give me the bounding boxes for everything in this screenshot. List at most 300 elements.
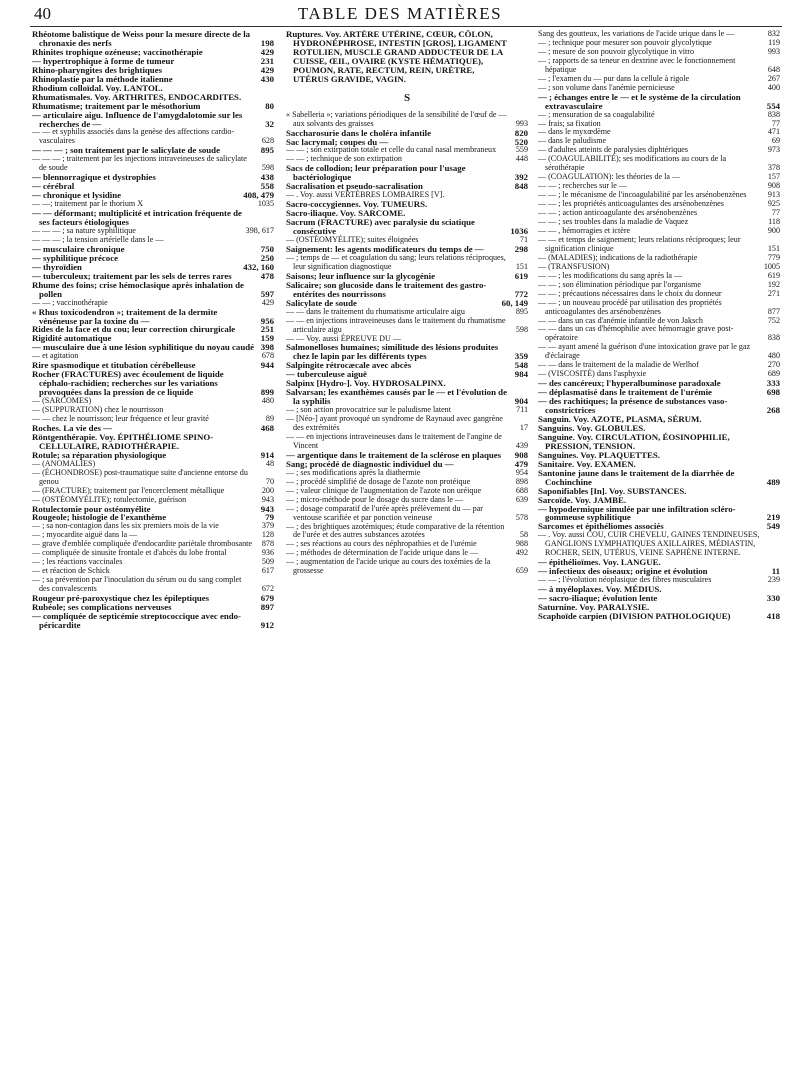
entry-page-number: 250 (260, 252, 274, 263)
entry-text: — (TRANSFUSION) (538, 261, 610, 271)
entry-page-number: 151 (515, 261, 528, 271)
entry-page-number: 378 (767, 163, 780, 173)
entry-page-number: 984 (514, 369, 528, 380)
entry-text: — — ; l'évolution néoplasique des fibres musculaires (538, 575, 712, 585)
entry-text: — (ÉCHONDROSE) post-traumatique suite d'ancienne entorse du genou (32, 467, 248, 486)
entry-page-number: 200 (261, 485, 274, 495)
entry-page-number: 379 (261, 521, 274, 531)
entry-text: — ; l'examen du — pur dans la cellule à rigole (538, 73, 690, 83)
index-entry (538, 612, 780, 621)
entry-text: — — et temps de saignement; leurs relations réciproques; leur signification clinique (538, 234, 741, 253)
entry-text: Salvarsan; les exanthèmes causés par le — et l'évolution de la syphilis (286, 387, 507, 407)
entry-page-number: 639 (515, 494, 528, 504)
entry-page-number: 69 (771, 136, 780, 146)
entry-page-number: 1005 (763, 261, 780, 271)
index-entry (286, 254, 528, 272)
entry-text: — — — ; son traitement par le salicylate de soude (32, 145, 220, 156)
entry-page-number: 79 (265, 512, 274, 523)
entry-page-number: 239 (767, 575, 780, 585)
entry-page-number: 1035 (257, 199, 274, 209)
index-entry (286, 164, 528, 182)
entry-text: — . Voy. aussi VERTÈBRES LOMBAIRES [V]. (286, 190, 445, 200)
entry-page-number: 471 (767, 127, 780, 137)
entry-page-number: 832 (767, 30, 780, 38)
entry-page-number: 628 (261, 136, 274, 146)
index-entry (32, 155, 274, 173)
entry-page-number: 60, 149 (501, 297, 528, 308)
entry-page-number: 943 (260, 503, 274, 514)
entry-page-number: 11 (771, 566, 780, 577)
entry-text: — ; technique pour mesurer son pouvoir glycolytique (538, 37, 712, 47)
entry-text: Saturnine. Voy. PARALYSIE. (538, 602, 650, 612)
entry-page-number: 398 (260, 342, 274, 353)
entry-text: — syphilitique précoce (32, 252, 119, 263)
page-number: 40 (34, 4, 51, 23)
entry-text: — ; temps de — et coagulation du sang; leurs relations réciproques, leur signification diagnostique (286, 252, 506, 271)
entry-page-number: 711 (516, 405, 528, 415)
entry-page-number: 619 (514, 270, 528, 281)
entry-text: Scaphoïde carpien (DIVISION PATHOLOGIQUE) (538, 610, 731, 621)
entry-page-number: 897 (260, 602, 274, 612)
entry-page-number: 648 (767, 64, 780, 74)
header-rule (30, 26, 782, 27)
entry-text: — (SUPPURATION) chez le nourrisson (32, 405, 164, 415)
entry-text: — musculaire due à une lésion syphilitique du noyau caudé (32, 342, 255, 353)
entry-text: — — ayant amené la guérison d'une intoxication grave par le gaz d'éclairage (538, 342, 751, 361)
entry-text: Rhodium colloïdal. Voy. LANTOL. (32, 82, 163, 93)
entry-text: — ; son action provocatrice sur le paludisme latent (286, 405, 451, 415)
entry-page-number: 251 (260, 324, 274, 335)
entry-text: Rhinites trophique ozéneuse; vaccinothérapie (32, 46, 203, 57)
entry-text: — sacro-iliaque; évolution lente (538, 593, 658, 604)
entry-page-number: 479 (514, 458, 528, 469)
entry-page-number: 1036 (510, 226, 528, 237)
entry-text: — d'adultes atteints de paralysies diphtériques (538, 145, 689, 155)
entry-page-number: 489 (766, 476, 780, 487)
entry-page-number: 899 (260, 387, 274, 398)
index-entry (286, 558, 528, 576)
index-entry (286, 343, 528, 361)
entry-text: Sanitaire. Voy. EXAMEN. (538, 458, 636, 469)
entry-text: — — dans un cas d'anémie infantile de von Jaksch (538, 315, 703, 325)
entry-text: Salpinx [Hydro-]. Voy. HYDROSALPINX. (286, 378, 446, 389)
entry-text: « Rhus toxicodendron »; traitement de la dermite vénéneuse par la toxine du — (32, 306, 218, 326)
index-entry (286, 415, 528, 433)
entry-page-number: 895 (260, 145, 274, 156)
entry-page-number: 698 (766, 387, 780, 398)
entry-text: — — chez le nourrisson; leur fréquence et leur gravité (32, 413, 209, 423)
entry-text: — — ; les modifications du sang après la — (538, 270, 683, 280)
entry-text: Sacs de collodion; leur préparation pour l'usage bactériologique (286, 163, 466, 183)
entry-text: — ; ses réactions au cours des néphropathies et de l'urémie (286, 539, 477, 549)
entry-text: — dans le myxœdème (538, 127, 611, 137)
index-entry (286, 388, 528, 406)
entry-text: Saponifiables [In]. Voy. SUBSTANCES. (538, 485, 687, 496)
entry-text: — grave d'emblée compliquée d'endocardite pariétale thrombosante (32, 539, 253, 549)
entry-text: Rhinoplastie par la méthode italienne (32, 73, 173, 84)
entry-text: — — , hémorragies et ictère (538, 225, 631, 235)
entry-page-number: 430 (260, 73, 274, 84)
entry-page-number: 58 (519, 530, 528, 540)
entry-text: — ; mensuration de sa coagulabilité (538, 109, 655, 119)
entry-text: — ; augmentation de l'acide urique au cours des toxémies de la grossesse (286, 557, 491, 576)
entry-page-number: 750 (260, 243, 274, 254)
entry-text: — ; valeur clinique de l'augmentation de l'azote non uréique (286, 485, 482, 495)
entry-page-number: 597 (260, 288, 274, 299)
entry-text: — cérébral (32, 181, 75, 192)
entry-text: — (OSTÉOMYÉLITE); suites éloignées (286, 235, 419, 245)
entry-text: — compliquée de sinusite frontale et d'abcès du lobe frontal (32, 548, 227, 558)
index-entry (32, 433, 274, 451)
entry-page-number: 80 (265, 100, 274, 111)
entry-page-number: 914 (260, 449, 274, 460)
entry-text: — ; rapports de sa teneur en dextrine avec le fonctionnement hépatique (538, 55, 736, 74)
entry-page-number: 838 (767, 333, 780, 343)
entry-text: Rougeole; histologie de l'exanthème (32, 512, 167, 523)
entry-page-number: 400 (767, 82, 780, 92)
entry-page-number: 159 (260, 333, 274, 344)
entry-text: — dans le paludisme (538, 136, 607, 146)
entry-page-number: 480 (767, 351, 780, 361)
entry-page-number: 619 (767, 270, 780, 280)
index-entry (32, 576, 274, 594)
entry-text: Sacro-coccygiennes. Voy. TUMEURS. (286, 199, 428, 210)
entry-text: Rougeur pré-paroxystique chez les épileptiques (32, 593, 210, 604)
index-entry (538, 469, 780, 487)
entry-page-number: 509 (261, 557, 274, 567)
entry-page-number: 659 (515, 566, 528, 576)
index-column-2 (286, 30, 528, 1076)
entry-text: Salicylate de soude (286, 297, 357, 308)
entry-text: — hypodermique simulée par une infiltration scléro-gommeuse syphilitique (538, 503, 736, 523)
entry-text: — . Voy. aussi COU, CUIR CHEVELU, GAINES TENDINEUSES, GANGLIONS LYMPHATIQUES AXILLAIRES, MÉDIASTIN, ROCHER, SEIN, UTÉRUS, VEINE SAPHÈNE INTERNE. (538, 530, 760, 558)
entry-page-number: 772 (514, 288, 528, 299)
entry-text: — — ; action anticoagulante des arsénobenzènes (538, 208, 698, 218)
entry-page-number: 878 (261, 539, 274, 549)
entry-page-number: 77 (771, 208, 780, 218)
entry-page-number: 17 (519, 423, 528, 433)
entry-text: Sarcomes et épithéliomes associés (538, 521, 664, 532)
entry-text: Sacro-iliaque. Voy. SARCOME. (286, 208, 406, 219)
entry-page-number: 912 (260, 619, 274, 630)
entry-page-number: 954 (515, 467, 528, 477)
entry-text: — (VISCOSITÉ) dans l'asphyxie (538, 369, 647, 379)
entry-page-number: 151 (767, 243, 780, 253)
entry-page-number: 904 (514, 396, 528, 407)
entry-text: — à myéloplaxes. Voy. MÉDIUS. (538, 584, 662, 595)
entry-text: — blennorragique et dystrophies (32, 172, 156, 183)
entry-page-number: 943 (261, 494, 274, 504)
index-entry (538, 325, 780, 343)
entry-page-number: 559 (515, 145, 528, 155)
entry-page-number: 438 (260, 172, 274, 183)
entry-text: — — ; le mécanisme de l'incoagulabilité par les arsénobenzènes (538, 190, 747, 200)
entry-page-number: 688 (515, 485, 528, 495)
entry-page-number: 908 (514, 449, 528, 460)
index-entry (538, 93, 780, 111)
entry-page-number: 429 (260, 64, 274, 75)
index-entry (538, 505, 780, 523)
index-entry (286, 30, 528, 84)
entry-text: Ruptures. Voy. ARTÈRE UTÉRINE, CŒUR, CÔLON, HYDRONÉPHROSE, INTESTIN [GROS], LIGAMENT ROTULIEN, MUSCLE GRAND ADDUCTEUR DE LA CUISSE, ŒIL, OVAIRE (KYSTE HÉMATIQUE), POUMON, RATE, RECTUM, REIN, URÈTRE, UTÉRUS GRAVIDE, VAGIN. (286, 30, 507, 84)
entry-text: — tuberculeux; traitement par les sels de terres rares (32, 270, 232, 281)
index-entry (286, 523, 528, 541)
entry-text: — ; micro-méthode pour le dosage du sucre dans le — (286, 494, 464, 504)
index-entry (32, 469, 274, 487)
entry-page-number: 689 (767, 369, 780, 379)
entry-text: — — ; son élimination périodique par l'organisme (538, 279, 701, 289)
entry-text: Rigidité automatique (32, 333, 112, 344)
entry-text: Salmonelloses humaines; similitude des lésions produites chez le lapin par les différents types (286, 342, 499, 362)
entry-text: — ; méthodes de détermination de l'acide urique dans le — (286, 548, 479, 558)
index-columns (30, 30, 782, 1076)
entry-text: — tuberculeuse aiguë (286, 369, 367, 380)
entry-page-number: 558 (260, 181, 274, 192)
entry-text: Sanguin. Voy. AZOTE, PLASMA, SÉRUM. (538, 413, 702, 424)
entry-page-number: 877 (767, 306, 780, 316)
entry-text: — et agitation (32, 351, 79, 361)
entry-page-number: 480 (261, 396, 274, 406)
entry-page-number: 678 (261, 351, 274, 361)
entry-text: — compliquée de septicémie streptococcique avec endo-péricardite (32, 610, 241, 630)
entry-text: — ; myocardite aiguë dans la — (32, 530, 138, 540)
entry-page-number: 267 (767, 73, 780, 83)
entry-page-number: 913 (767, 190, 780, 200)
index-entry (32, 612, 274, 630)
entry-text: — — dans le traitement de la maladie de Werlhof (538, 360, 699, 370)
entry-text: Sang des goutteux, les variations de l'acide urique dans le — (538, 30, 735, 38)
entry-page-number: 89 (265, 413, 274, 423)
entry-text: Roches. La vie des — (32, 422, 112, 433)
entry-page-number: 333 (766, 378, 780, 389)
entry-page-number: 956 (260, 315, 274, 326)
entry-text: — — ; précautions nécessaires dans le choix du donneur (538, 288, 722, 298)
entry-text: Sacralisation et pseudo-sacralisation (286, 181, 423, 192)
index-column-1 (32, 30, 274, 1076)
entry-text: Santonine jaune dans le traitement de la diarrhée de Cochinchine (538, 467, 735, 487)
entry-text: — — ; ses troubles dans la maladie de Vaquez (538, 217, 689, 227)
entry-text: Saisons; leur influence sur la glycogénie (286, 270, 435, 281)
entry-text: — — déformant; multiplicité et intrication fréquente de ses facteurs étiologiques (32, 208, 242, 228)
entry-text: — (COAGULABILITÉ); ses modifications au cours de la sérothérapie (538, 154, 727, 173)
entry-page-number: 71 (519, 235, 528, 245)
entry-text: — articulaire aigu. Influence de l'amygdalotomie sur les recherches de — (32, 109, 243, 129)
index-entry (286, 281, 528, 299)
entry-page-number: 231 (260, 55, 274, 66)
entry-text: Rubéole; ses complications nerveuses (32, 602, 172, 612)
entry-page-number: 118 (768, 217, 780, 227)
entry-page-number: 848 (514, 181, 528, 192)
entry-page-number: 398, 617 (245, 225, 274, 235)
entry-page-number: 330 (766, 593, 780, 604)
entry-page-number: 900 (767, 225, 780, 235)
entry-page-number: 925 (767, 199, 780, 209)
entry-page-number: 578 (515, 512, 528, 522)
entry-page-number: 988 (515, 539, 528, 549)
entry-text: Rhumatisme; traitement par le mésothorium (32, 100, 201, 111)
entry-text: — infectieux des oiseaux; origine et évolution (538, 566, 708, 577)
index-entry (32, 30, 274, 48)
entry-text: — — ; les propriétés anticoagulantes des arsénobenzènes (538, 199, 724, 209)
entry-text: — ; sa prévention par l'inoculation du sérum ou du sang complet des convalescents (32, 575, 242, 594)
entry-page-number: 549 (766, 521, 780, 532)
entry-text: Sanguins. Voy. GLOBULES. (538, 422, 646, 433)
entry-page-number: 359 (514, 351, 528, 362)
entry-text: Sacrum (FRACTURE) avec paralysie du sciatique consécutive (286, 217, 475, 237)
entry-text: — (MALADIES); indications de la radiothérapie (538, 252, 698, 262)
entry-page-number: 271 (767, 288, 780, 298)
entry-text: — frais; sa fixation (538, 118, 601, 128)
entry-text: — et réaction de Schick (32, 566, 110, 576)
entry-page-number: 432, 160 (243, 261, 274, 272)
index-entry (32, 308, 274, 326)
entry-page-number: 198 (260, 37, 274, 48)
entry-text: Rhume des foins; crise hémoclasique après inhalation de pollen (32, 279, 244, 299)
entry-text: — — — ; traitement par les injections intraveineuses de salicylate de soude (32, 154, 247, 173)
entry-text: Sanguine. Voy. CIRCULATION, ÉOSINOPHILIE, PRESSION, TENSION. (538, 431, 730, 451)
entry-page-number: 838 (767, 109, 780, 119)
entry-page-number: 993 (515, 118, 528, 128)
entry-text: — (OSTÉOMYÉLITE); rotulectomie, guérison (32, 494, 187, 504)
entry-page-number: 478 (260, 270, 274, 281)
entry-page-number: 408, 479 (243, 190, 274, 201)
index-entry (538, 299, 780, 317)
entry-page-number: 520 (514, 136, 528, 147)
entry-page-number: 492 (515, 548, 528, 558)
entry-text: — — ; son extirpation totale et celle du canal nasal membraneux (286, 145, 497, 155)
entry-page-number: 598 (261, 163, 274, 173)
entry-page-number: 298 (514, 243, 528, 254)
entry-page-number: 993 (767, 46, 780, 56)
entry-page-number: 895 (515, 306, 528, 316)
index-entry (538, 57, 780, 75)
entry-page-number: 779 (767, 252, 780, 262)
entry-page-number: 392 (514, 172, 528, 183)
entry-text: Rire spasmodique et titubation cérébelleuse (32, 360, 196, 371)
entry-text: — musculaire chronique (32, 243, 125, 254)
entry-text: Salicaire; son glucoside dans le traitement des gastro-entérites des nourrissons (286, 279, 487, 299)
entry-text: — — ; recherches sur le — (538, 181, 627, 191)
entry-page-number: 77 (771, 118, 780, 128)
entry-text: « Sabelleria »; variations périodiques de la sensibilité de l'œuf de — aux solvants des graisses (286, 109, 507, 128)
entry-text: — des cancéreux; l'hyperalbuminose paradoxale (538, 378, 721, 389)
index-entry (32, 111, 274, 129)
entry-page-number: 429 (260, 46, 274, 57)
index-entry (286, 433, 528, 451)
entry-page-number: 192 (767, 279, 780, 289)
index-entry (32, 209, 274, 227)
entry-text: — ; ses modifications après la diathermie (286, 467, 421, 477)
index-entry (538, 531, 780, 558)
entry-page-number: 598 (515, 324, 528, 334)
entry-page-number: 418 (766, 610, 780, 621)
index-entry (286, 111, 528, 129)
index-entry (286, 218, 528, 236)
entry-text: — ; échanges entre le — et le système de la circulation extravasculaire (538, 91, 741, 111)
entry-text: Sac lacrymal; coupes du — (286, 136, 389, 147)
entry-page-number: 672 (261, 584, 274, 594)
entry-text: — ; sa non-contagion dans les six premiers mois de la vie (32, 521, 219, 531)
entry-page-number: 219 (766, 512, 780, 523)
entry-text: — —; traitement par le thorium X (32, 199, 144, 209)
entry-text: Sanguines. Voy. PLAQUETTES. (538, 449, 660, 460)
entry-text: — thyroïdien (32, 261, 82, 272)
entry-page-number: 554 (766, 100, 780, 111)
entry-text: — (FRACTURE); traitement par l'encerclement métallique (32, 485, 225, 495)
entry-page-number: 429 (261, 297, 274, 307)
entry-text: Rhumatismales. Voy. ARTHRITES, ENDOCARDITES. (32, 91, 242, 102)
entry-page-number: 936 (261, 548, 274, 558)
entry-page-number: 70 (265, 476, 274, 486)
entry-text: — — — ; la tension artérielle dans le — (32, 234, 164, 244)
entry-text: — — ; vaccinothérapie (32, 297, 108, 307)
entry-page-number: 548 (514, 360, 528, 371)
entry-text: Rhino-pharyngites des brightiques (32, 64, 163, 75)
entry-text: Saignement: les agents modificateurs du temps de — (286, 243, 484, 254)
index-entry (286, 505, 528, 523)
entry-page-number: 898 (515, 476, 528, 486)
entry-page-number: 973 (767, 145, 780, 155)
index-entry (538, 397, 780, 415)
index-entry (538, 236, 780, 254)
entry-page-number: 119 (768, 37, 780, 47)
entry-text: — — ; un nouveau procédé par utilisation des propriétés anticoagulantes des arsénobenzènes (538, 297, 722, 316)
entry-text: — — dans le traitement du rhumatisme articulaire aigu (286, 306, 465, 316)
entry-page-number: 820 (514, 127, 528, 138)
index-entry (538, 433, 780, 451)
entry-text: — (ANOMALIES) (32, 458, 96, 468)
entry-text: — chronique et lysidine (32, 190, 122, 201)
entry-text: — [Néo-] ayant provoqué un syndrome de Raynaud avec gangrène des extrémités (286, 414, 503, 433)
entry-page-number: 679 (260, 593, 274, 604)
entry-text: — — dans un cas d'hémophilie avec hémorragie grave post-opératoire (538, 324, 734, 343)
running-title: TABLE DES MATIÈRES (297, 4, 503, 23)
index-entry (32, 128, 274, 146)
entry-page-number: 32 (265, 118, 274, 129)
entry-text: Röntgenthérapie. Voy. ÉPITHÉLIOME SPINO-CELLULAIRE, RADIOTHÉRAPIE. (32, 431, 214, 451)
entry-text: — — ; technique de son extirpation (286, 154, 402, 164)
entry-page-number: 617 (261, 566, 274, 576)
entry-text: — (COAGULATION): les théories de la — (538, 172, 681, 182)
entry-page-number: 448 (515, 154, 528, 164)
index-column-3 (538, 30, 780, 1076)
entry-text: — des rachitiques; la présence de substances vaso-constrictrices (538, 396, 728, 416)
entry-text: — ; procédé simplifié de dosage de l'azote non protéique (286, 476, 471, 486)
index-entry (286, 317, 528, 335)
entry-page-number: 944 (260, 360, 274, 371)
entry-text: Rotule; sa réparation physiologique (32, 449, 167, 460)
entry-text: — argentique dans le traitement de la sclérose en plaques (286, 449, 502, 460)
index-entry (538, 343, 780, 361)
entry-text: — (SARCOMES) (32, 396, 92, 406)
entry-text: Rocher (FRACTURES) avec écoulement de liquide céphalo-rachidien; recherches sur les variations provoquées dans la pression de ce liquide (32, 369, 224, 398)
entry-text: — — Voy. aussi ÉPREUVE DU — (286, 333, 401, 343)
entry-text: — ; mesure de son pouvoir glycolytique in vitro (538, 46, 695, 56)
entry-page-number: 128 (261, 530, 274, 540)
entry-text: Rides de la face et du cou; leur correction chirurgicale (32, 324, 236, 335)
index-entry (32, 281, 274, 299)
entry-text: — — et syphilis associés dans la genèse des affections cardio-vasculaires (32, 127, 235, 146)
entry-text: Saccharosurie dans le choléra infantile (286, 127, 431, 138)
entry-page-number: 48 (265, 458, 274, 468)
entry-page-number: 908 (767, 181, 780, 191)
entry-text: — ; dosage comparatif de l'urée après prélèvement du — par ventouse scarifiée et par ponction veineuse (286, 503, 483, 522)
entry-page-number: 270 (767, 360, 780, 370)
entry-page-number: 439 (515, 440, 528, 450)
entry-text: — hypertrophique à forme de tumeur (32, 55, 175, 66)
entry-text: — ; les réactions vaccinales (32, 557, 123, 567)
entry-text: Rotulectomie pour ostéomyélite (32, 503, 151, 514)
